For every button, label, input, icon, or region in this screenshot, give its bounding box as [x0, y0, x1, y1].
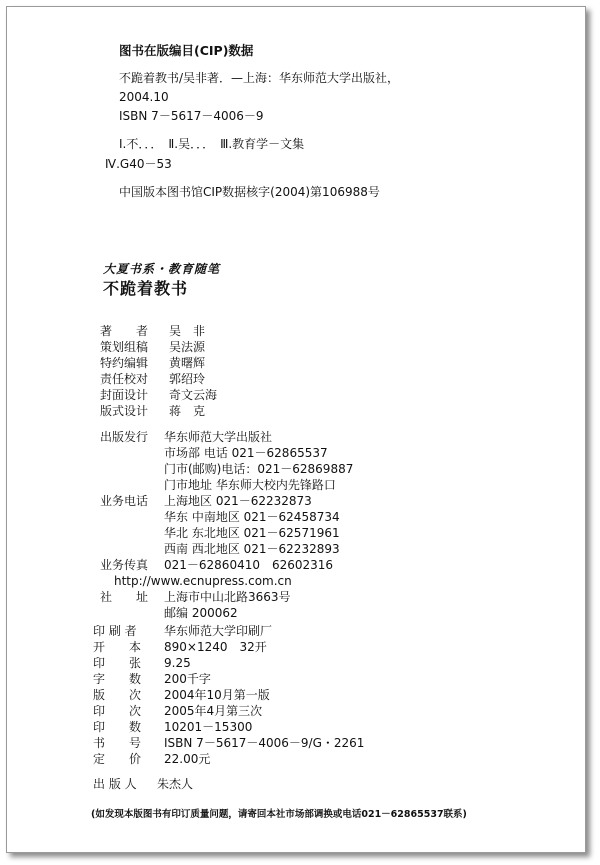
- cip-class: Ⅳ.G40－53: [105, 157, 172, 171]
- address: 上海市中山北路3663号: [164, 590, 291, 604]
- spec-label: 印 次: [93, 704, 142, 718]
- spec-label: 开 本: [93, 640, 142, 654]
- retail-address: 门市地址 华东师大校内先锋路口: [164, 478, 336, 492]
- spec-label: 印 张: [93, 656, 142, 670]
- credit-label: 策划组稿: [100, 340, 149, 354]
- spec-value: ISBN 7－5617－4006－9/G・2261: [164, 736, 365, 750]
- cip-line-2: 2004.10: [119, 90, 169, 104]
- publisher-name: 华东师范大学出版社: [164, 430, 273, 444]
- business-phone: 华东 中南地区 021－62458734: [164, 510, 340, 524]
- spec-value: 2005年4月第三次: [164, 704, 263, 718]
- spec-label: 印 刷 者: [93, 624, 137, 638]
- publisher-person: 朱杰人: [157, 777, 194, 791]
- spec-label: 定 价: [93, 752, 142, 766]
- website: http://www.ecnupress.com.cn: [114, 574, 292, 588]
- business-phone-label: 业务电话: [100, 494, 149, 508]
- credit-value: 吴 非: [169, 324, 206, 338]
- spec-value: 2004年10月第一版: [164, 688, 270, 702]
- quality-footnote: (如发现本版图书有印订质量问题，请寄回本社市场部调换或电话021－62865537联系): [91, 809, 467, 820]
- book-title: 不跪着教书: [103, 279, 189, 298]
- credit-label: 责任校对: [100, 372, 149, 386]
- business-phone: 西南 西北地区 021－62232893: [164, 542, 340, 556]
- fax-number: 021－62860410 62602316: [164, 558, 334, 572]
- credit-label: 著 者: [100, 324, 149, 338]
- credit-label: 封面设计: [100, 388, 149, 402]
- credit-label: 版式设计: [100, 404, 149, 418]
- publisher-label: 出版发行: [100, 430, 149, 444]
- market-phone: 市场部 电话 021－62865537: [164, 446, 328, 460]
- spec-value: 890×1240 32开: [164, 640, 267, 654]
- spec-value: 22.00元: [164, 752, 211, 766]
- cip-subject: Ⅰ.不．．． Ⅱ.吴．．． Ⅲ.教育学－文集: [119, 137, 305, 151]
- credit-value: 吴法源: [169, 340, 206, 354]
- publisher-person-label: 出 版 人: [93, 777, 137, 791]
- credit-value: 蒋 克: [169, 404, 206, 418]
- spec-label: 书 号: [93, 736, 142, 750]
- business-phone: 上海地区 021－62232873: [164, 494, 312, 508]
- cip-line-1: 不跪着教书/吴非著．—上海：华东师范大学出版社，: [119, 71, 400, 85]
- spec-value: 200千字: [164, 672, 211, 686]
- postcode: 邮编 200062: [164, 606, 238, 620]
- copyright-page: [6, 6, 586, 853]
- retail-phone: 门市(邮购)电话：021－62869887: [164, 462, 354, 476]
- cip-isbn: ISBN 7－5617－4006－9: [119, 109, 264, 123]
- cip-verify: 中国版本图书馆CIP数据核字(2004)第106988号: [119, 185, 380, 199]
- spec-value: 华东师范大学印刷厂: [164, 624, 273, 638]
- credit-value: 奇文云海: [169, 388, 218, 402]
- series-name: 大夏书系・教育随笔: [103, 262, 221, 276]
- spec-value: 10201－15300: [164, 720, 253, 734]
- spec-value: 9.25: [164, 656, 191, 670]
- fax-label: 业务传真: [100, 558, 149, 572]
- business-phone: 华北 东北地区 021－62571961: [164, 526, 340, 540]
- credit-value: 郭绍玲: [169, 372, 206, 386]
- credit-value: 黄曙辉: [169, 356, 206, 370]
- address-label: 社 址: [100, 590, 149, 604]
- spec-label: 版 次: [93, 688, 142, 702]
- cip-title: 图书在版编目(CIP)数据: [119, 43, 254, 58]
- spec-label: 印 数: [93, 720, 142, 734]
- credit-label: 特约编辑: [100, 356, 149, 370]
- spec-label: 字 数: [93, 672, 142, 686]
